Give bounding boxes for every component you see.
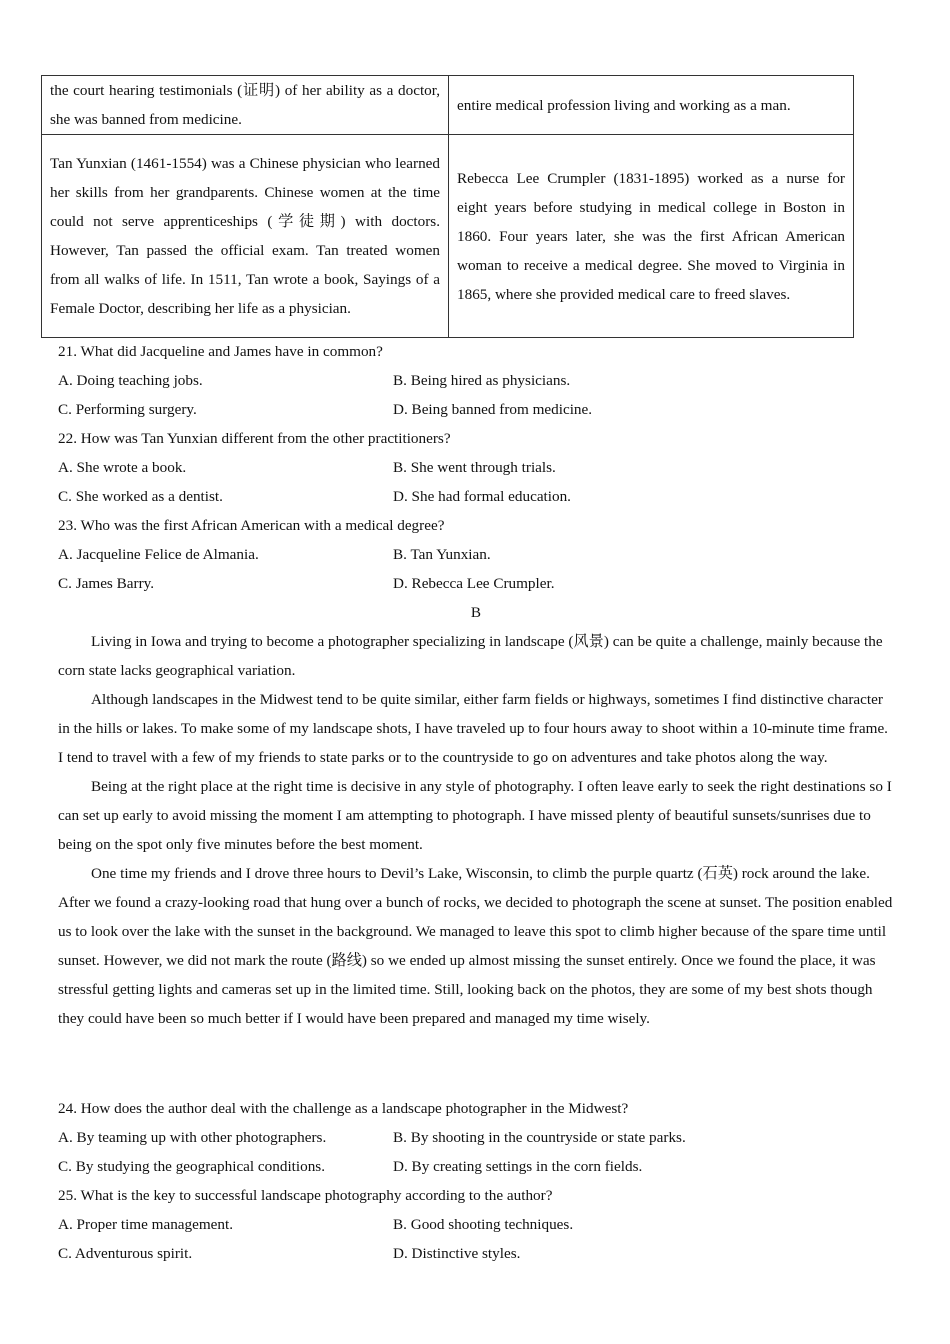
table-row [42, 76, 854, 135]
table-cell: entire medical profession living and working as a man. [449, 76, 854, 135]
option[interactable]: C. Adventurous spirit. [58, 1245, 193, 1262]
option[interactable]: A. Jacqueline Felice de Almania. [58, 546, 259, 563]
question-stem: 22. How was Tan Yunxian different from the other practitioners? [58, 430, 451, 447]
option-row [58, 540, 894, 569]
passage-paragraph: Living in Iowa and trying to become a photographer specializing in landscape (风景) can be quite a challenge, mainly because the corn state lacks geographical variation. [58, 633, 883, 679]
passage-paragraph: One time my friends and I drove three hours to Devil’s Lake, Wisconsin, to climb the purple quartz (石英) rock around the lake. After we found a crazy-looking road that hung over a bunch of rocks, we decided to photograph the scene at sunset. The position enabled us to look over the lake with the sunset in the background. We managed to leave this spot to climb higher because of the spare time until sunset. However, we did not mark the route (路线) so we ended up almost missing the sunset entirely. Once we found the place, it was stressful getting lights and cameras set up in the limited time. Still, looking back on the photos, they are some of my best shots though they could have been so much better if I would have been prepared and managed my time wisely. [58, 865, 893, 1027]
question-stem: 24. How does the author deal with the challenge as a landscape photographer in the Midwest? [58, 1100, 629, 1117]
option-row [58, 453, 894, 482]
question-stem: 21. What did Jacqueline and James have in common? [58, 343, 383, 360]
table-cell: Tan Yunxian (1461-1554) was a Chinese physician who learned her skills from her grandparents. Chinese women at the time could not serve apprenticeships (学徒期) with doctors. However, Tan passed the official exam. Tan treated women from all walks of life. In 1511, Tan wrote a book, Sayings of a Female Doctor, describing her life as a physician. [42, 135, 449, 338]
option[interactable]: C. Performing surgery. [58, 401, 197, 418]
questions-section-a [58, 337, 894, 598]
table-cell: Rebecca Lee Crumpler (1831-1895) worked as a nurse for eight years before studying in medical college in Boston in 1860. Four years later, she was the first African American woman to receive a medical degree. She moved to Virginia in 1865, where she provided medical care to freed slaves. [449, 135, 854, 338]
option-row [58, 366, 894, 395]
table-cell: the court hearing testimonials (证明) of her ability as a doctor, she was banned from medicine. [42, 76, 449, 135]
option[interactable]: C. She worked as a dentist. [58, 488, 223, 505]
option[interactable]: A. Doing teaching jobs. [58, 372, 203, 389]
option[interactable]: A. Proper time management. [58, 1216, 234, 1233]
option-row [58, 1152, 894, 1181]
option[interactable]: C. James Barry. [58, 575, 155, 592]
passage-b [58, 598, 894, 1033]
passage-paragraph: Although landscapes in the Midwest tend to be quite similar, either farm fields or highways, sometimes I find distinctive character in the hills or lakes. To make some of my landscape shots, I have traveled up to four hours away to shoot within a 10-minute time frame. I tend to travel with a few of my friends to state parks or to the countryside to go on adventures and take photos along the way. [58, 691, 888, 766]
questions-section-b [58, 1094, 894, 1268]
table-row [42, 135, 854, 338]
option[interactable]: A. By teaming up with other photographers. [58, 1129, 327, 1146]
option-row [58, 569, 894, 598]
option-row [58, 1210, 894, 1239]
question-stem: 25. What is the key to successful landscape photography according to the author? [58, 1187, 553, 1204]
question-stem: 23. Who was the first African American with a medical degree? [58, 517, 445, 534]
section-heading: B [470, 604, 482, 621]
option[interactable]: B. Being hired as physicians. [393, 372, 571, 389]
option[interactable]: D. She had formal education. [393, 488, 571, 505]
option[interactable]: D. Being banned from medicine. [393, 401, 593, 418]
option-row [58, 395, 894, 424]
option-row [58, 1123, 894, 1152]
biography-table [41, 75, 854, 338]
option-row [58, 482, 894, 511]
option[interactable]: B. By shooting in the countryside or state parks. [393, 1129, 686, 1146]
option[interactable]: D. By creating settings in the corn fields. [393, 1158, 643, 1175]
option[interactable]: B. Tan Yunxian. [393, 546, 491, 563]
option[interactable]: D. Rebecca Lee Crumpler. [393, 575, 555, 592]
passage-paragraph: Being at the right place at the right time is decisive in any style of photography. I often leave early to seek the right destinations so I can set up early to avoid missing the moment I am attempting to photograph. I have missed plenty of beautiful sunsets/sunrises due to being on the spot only five minutes before the best moment. [58, 778, 892, 853]
option-row [58, 1239, 894, 1268]
option[interactable]: A. She wrote a book. [58, 459, 187, 476]
option[interactable]: B. She went through trials. [393, 459, 556, 476]
option[interactable]: B. Good shooting techniques. [393, 1216, 574, 1233]
option[interactable]: C. By studying the geographical conditions. [58, 1158, 326, 1175]
option[interactable]: D. Distinctive styles. [393, 1245, 521, 1262]
